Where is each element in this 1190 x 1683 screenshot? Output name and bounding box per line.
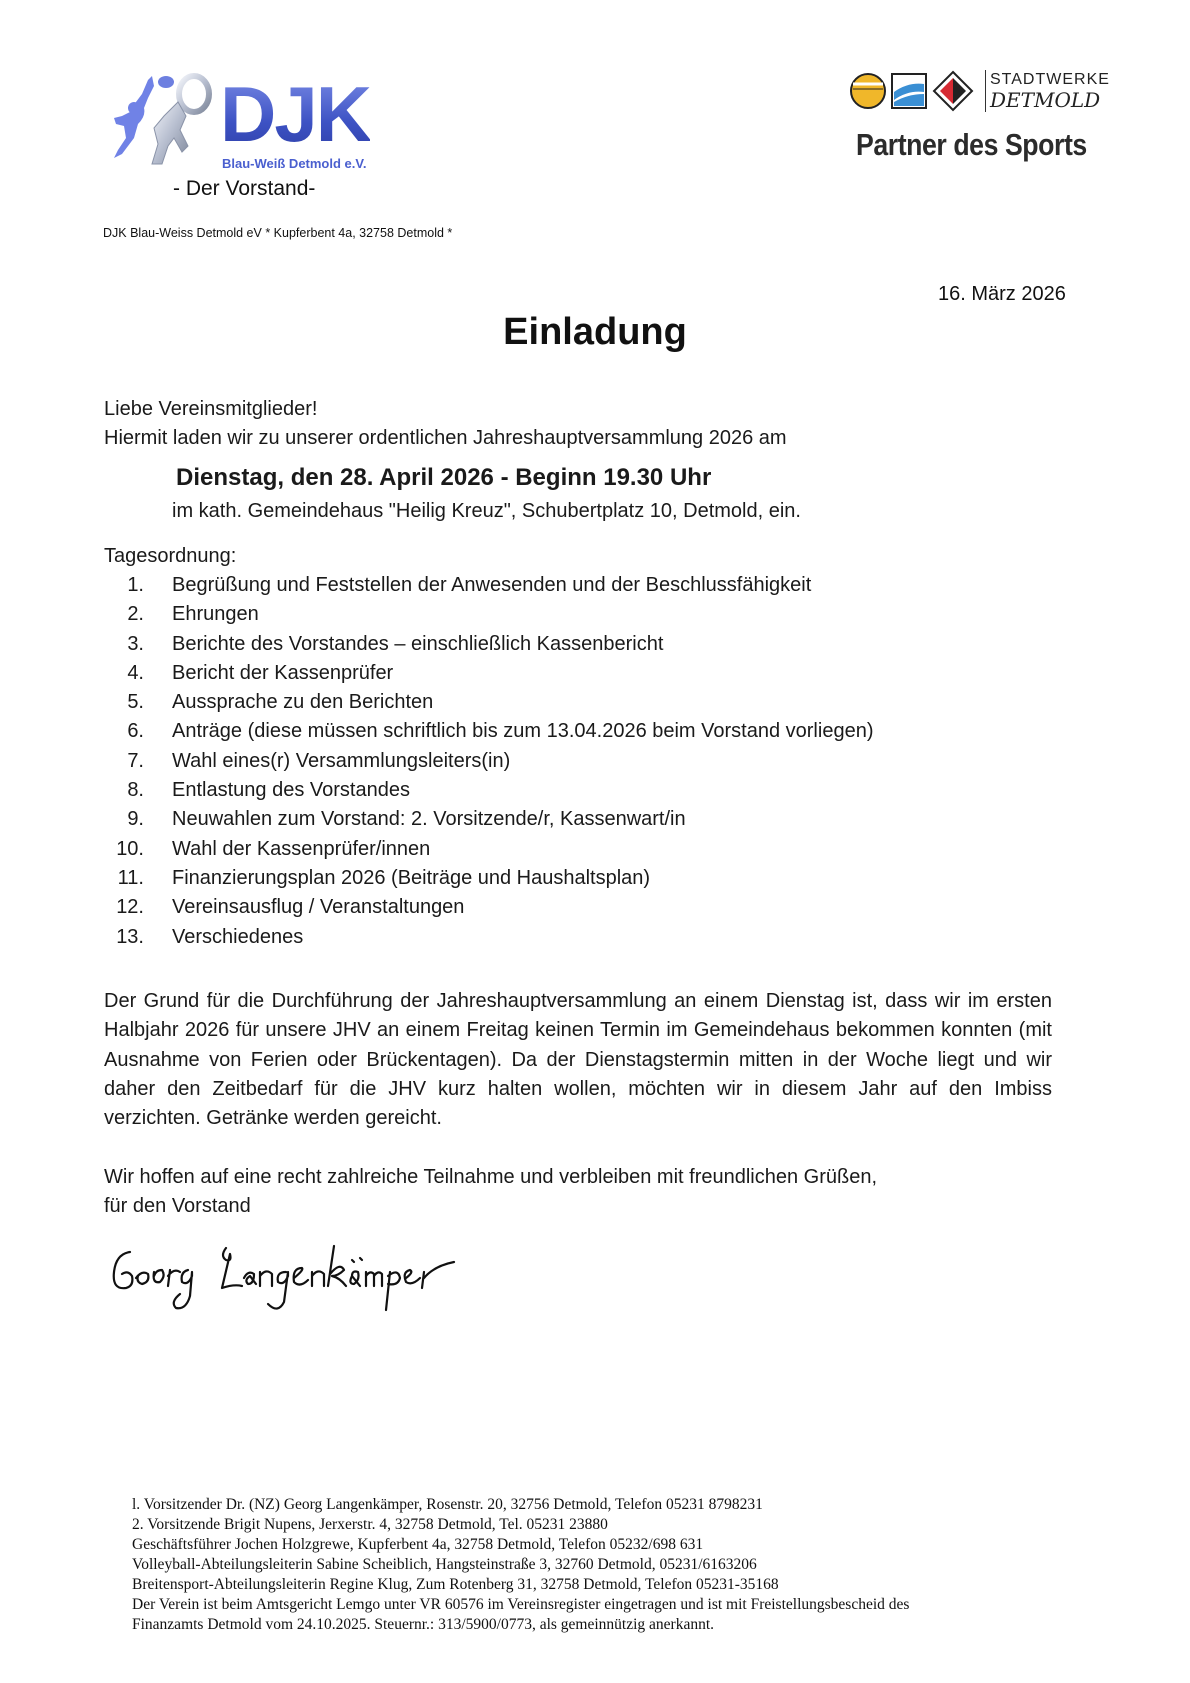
agenda-item-text: Verschiedenes — [172, 925, 304, 948]
agenda-item-number: 3. — [127, 632, 144, 655]
department-label: - Der Vorstand- — [173, 177, 316, 200]
agenda-item-number: 11. — [117, 866, 144, 889]
footer-line: Geschäftsführer Jochen Holzgrewe, Kupferbent 4a, 32758 Detmold, Telefon 05232/698 631 — [132, 1536, 704, 1553]
agenda-item — [104, 893, 1084, 922]
agenda-item-text: Aussprache zu den Berichten — [172, 691, 434, 714]
agenda-item-text: Neuwahlen zum Vorstand: 2. Vorsitzende/r, Kassenwart/in — [172, 808, 686, 831]
djk-logo-text: DJK — [220, 70, 371, 158]
agenda-item-text: Anträge (diese müssen schriftlich bis zum 13.04.2026 beim Vorstand vorliegen) — [172, 720, 874, 743]
djk-logo-subline: Blau-Weiß Detmold e.V. — [222, 156, 367, 171]
closing-signoff: für den Vorstand — [104, 1195, 251, 1217]
agenda-item-number: 2. — [127, 603, 144, 626]
agenda-item — [104, 630, 1084, 659]
agenda-item-text: Entlastung des Vorstandes — [172, 779, 410, 802]
intro-text: Hiermit laden wir zu unserer ordentlichen Jahreshauptversammlung 2026 am — [104, 427, 787, 449]
agenda-item-number: 6. — [127, 720, 144, 743]
footer-line: Volleyball-Abteilungsleiterin Sabine Scheiblich, Hangsteinstraße 3, 32760 Detmold, 05231/6163206 — [132, 1556, 757, 1573]
volleyball-players-icon — [108, 72, 218, 172]
agenda-item-text: Berichte des Vorstandes – einschließlich Kassenbericht — [172, 632, 664, 655]
agenda-list — [104, 571, 1084, 952]
city-emblem-icon — [934, 72, 972, 110]
agenda-item-number: 7. — [127, 749, 144, 772]
partner-logo — [850, 70, 1110, 170]
agenda-item-number: 13. — [116, 925, 144, 948]
agenda-item — [104, 835, 1084, 864]
partner-tagline: Partner des Sports — [856, 127, 1087, 162]
agenda-item — [104, 717, 1084, 746]
agenda-item-text: Finanzierungsplan 2026 (Beiträge und Haushaltsplan) — [172, 866, 651, 889]
agenda-item-number: 1. — [127, 574, 144, 596]
agenda-item-text: Vereinsausflug / Veranstaltungen — [172, 896, 465, 919]
stadtwerke-icons — [850, 70, 980, 114]
reason-paragraph: Der Grund für die Durchführung der Jahreshauptversammlung an einem Dienstag ist, dass wir im ersten Halbjahr 2026 für unsere JHV an einem Freitag keinen Termin im Gemeindehaus bekommen konnten (mit Ausnahme von Ferien oder Brückentagen). Da der Dienstagstermin mitten in der Woche liegt und wir daher den Zeitbedarf für die JHV kurz halten wollen, möchten wir in diesem Jahr auf den Imbiss verzichten. Getränke werden gereicht. — [104, 990, 1052, 1130]
agenda-item-number: 9. — [127, 808, 144, 831]
energy-icon — [851, 74, 885, 108]
letter-title: Einladung — [503, 311, 687, 353]
letter-date: 16. März 2026 — [938, 283, 1066, 305]
footer-line: Breitensport-Abteilungsleiterin Regine Klug, Zum Rotenberg 31, 32758 Detmold, Telefon 05231-35168 — [132, 1576, 779, 1593]
footer-line: l. Vorsitzender Dr. (NZ) Georg Langenkämper, Rosenstr. 20, 32756 Detmold, Telefon 05231 8798231 — [132, 1496, 763, 1513]
agenda-item-number: 10. — [116, 837, 144, 860]
agenda-item-text: Ehrungen — [172, 603, 259, 626]
footer-line: 2. Vorsitzende Brigit Nupens, Jerxerstr. 4, 32758 Detmold, Tel. 05231 23880 — [132, 1516, 608, 1533]
agenda-item — [104, 688, 1084, 717]
sender-address-line: DJK Blau-Weiss Detmold eV * Kupferbent 4a, 32758 Detmold * — [103, 226, 453, 240]
agenda-item-number: 5. — [127, 691, 144, 714]
stadtwerke-brand-top: STADTWERKE — [985, 70, 1110, 90]
event-location: im kath. Gemeindehaus "Heilig Kreuz", Schubertplatz 10, Detmold, ein. — [172, 500, 801, 522]
water-icon — [892, 74, 926, 108]
agenda-item-text: Wahl eines(r) Versammlungsleiters(in) — [172, 749, 511, 772]
agenda-item-number: 12. — [116, 896, 144, 919]
agenda-item-number: 8. — [127, 779, 144, 802]
agenda-label: Tagesordnung: — [104, 545, 237, 567]
stadtwerke-brand-bottom: DETMOLD — [985, 88, 1100, 112]
footer-legal-info — [132, 1495, 1082, 1635]
agenda-item — [104, 659, 1084, 688]
agenda-item-text: Begrüßung und Feststellen der Anwesenden und der Beschlussfähigkeit — [172, 574, 812, 596]
handwritten-signature — [108, 1232, 508, 1332]
footer-line: Finanzamts Detmold vom 24.10.2025. Steuernr.: 313/5900/0773, als gemeinnützig anerkannt. — [132, 1616, 715, 1633]
salutation: Liebe Vereinsmitglieder! — [104, 398, 318, 420]
agenda-item — [104, 600, 1084, 629]
agenda-item — [104, 747, 1084, 776]
agenda-item — [104, 805, 1084, 834]
agenda-item — [104, 864, 1084, 893]
agenda-item — [104, 923, 1084, 952]
agenda-item-number: 4. — [127, 661, 144, 684]
footer-line: Der Verein ist beim Amtsgericht Lemgo unter VR 60576 im Vereinsregister eingetragen und ist mit Freistellungsbescheid des — [132, 1596, 910, 1613]
agenda-item — [104, 571, 1084, 600]
agenda-item-text: Wahl der Kassenprüfer/innen — [172, 837, 431, 860]
agenda-item-text: Bericht der Kassenprüfer — [172, 661, 394, 684]
djk-logo — [108, 72, 388, 172]
agenda-item — [104, 776, 1084, 805]
closing-text: Wir hoffen auf eine recht zahlreiche Teilnahme und verbleiben mit freundlichen Grüßen, — [104, 1166, 878, 1188]
event-date: Dienstag, den 28. April 2026 - Beginn 19.30 Uhr — [176, 464, 712, 491]
